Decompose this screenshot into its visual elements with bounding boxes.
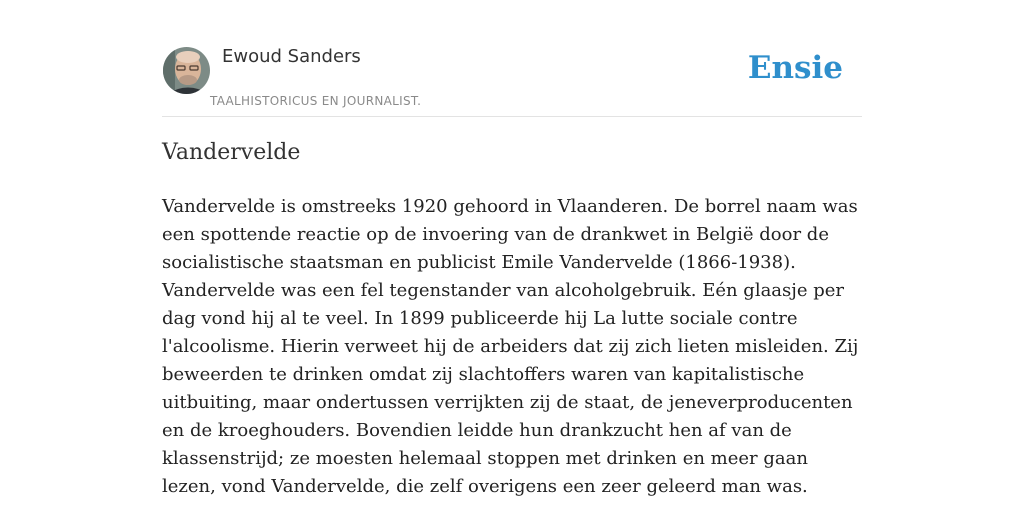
author-name[interactable]: Ewoud Sanders bbox=[222, 46, 361, 67]
avatar-image bbox=[163, 47, 210, 94]
author-header bbox=[162, 44, 862, 117]
article-body: Vandervelde is omstreeks 1920 gehoord in Vlaanderen. De borrel naam was een spottende reactie op de invoering van de drankwet in België door de socialistische staatsman en publicist Emile Vandervelde (1866-1938). Vandervelde was een fel tegenstander van alcoholgebruik. Eén glaasje per dag vond hij al te veel. In 1899 publiceerde hij La lutte sociale contre l'alcoolisme. Hierin verweet hij de arbeiders dat zij zich lieten misleiden. Zij beweerden te drinken omdat zij slachtoffers waren van kapitalistische uitbuiting, maar ondertussen verrijkten zij de staat, de jeneverproducenten en de kroeghouders. Bovendien leidde hun drankzucht hen af van de klassenstrijd; ze moesten helemaal stoppen met drinken en meer gaan lezen, vond Vandervelde, die zelf overigens een zeer geleerd man was. bbox=[162, 196, 859, 497]
author-bio: TAALHISTORICUS EN JOURNALIST. bbox=[210, 94, 422, 108]
page-title: Vandervelde bbox=[162, 140, 301, 165]
avatar[interactable] bbox=[163, 47, 210, 94]
brand-logo[interactable]: Ensie bbox=[747, 50, 843, 86]
